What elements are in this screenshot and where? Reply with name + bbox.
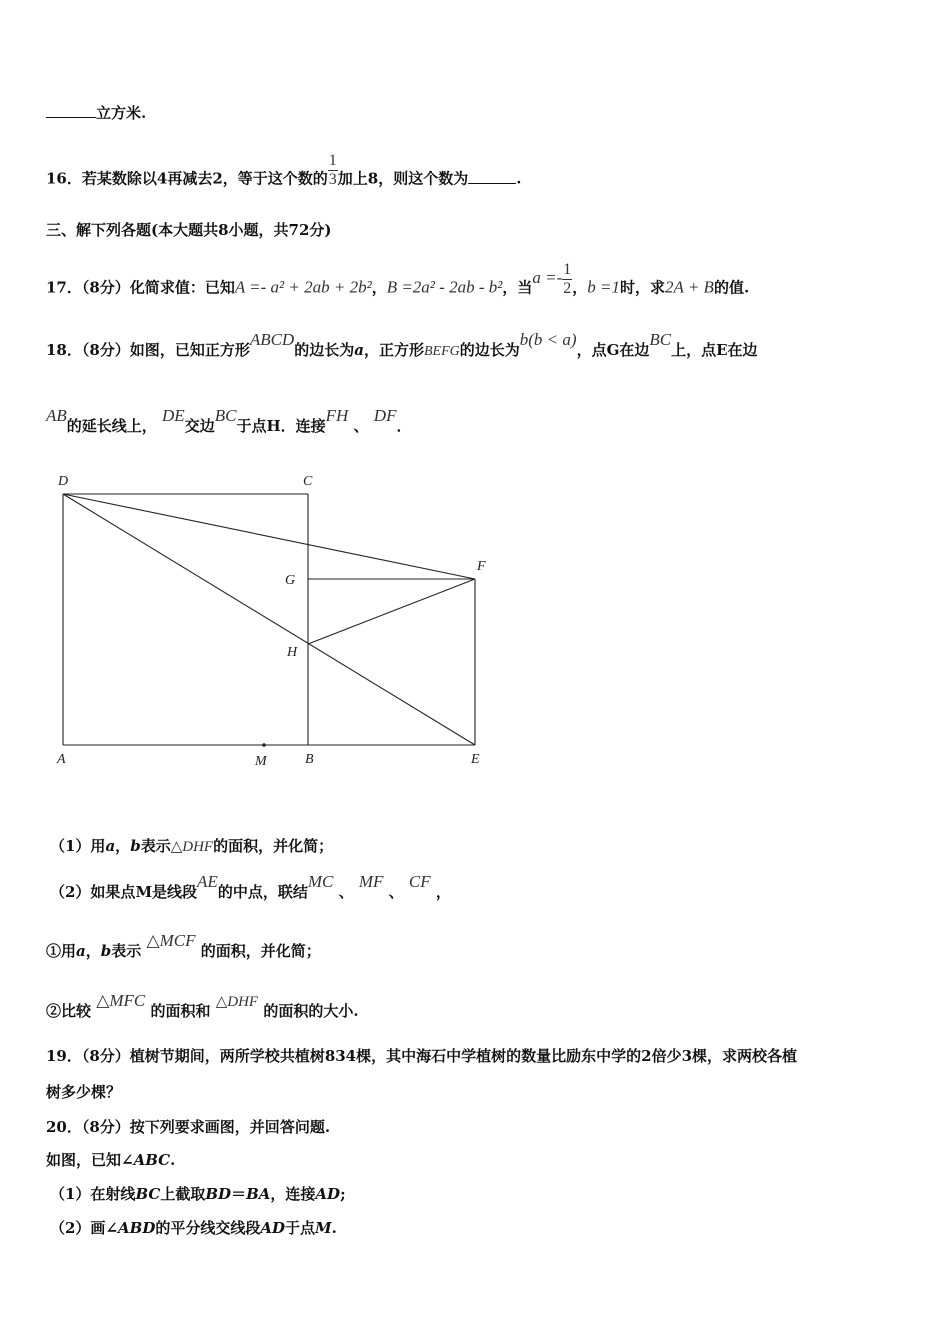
answer-blank[interactable] (46, 103, 96, 118)
label-B: B (305, 752, 314, 767)
label-C: C (303, 474, 313, 489)
label-H: H (287, 645, 298, 660)
question-18-line-2: AB的延长线上， DE交边BC于点H．连接FH 、 DF． (46, 406, 412, 435)
label-A: A (57, 752, 66, 767)
geometry-figure (40, 465, 520, 785)
segment-DF (63, 494, 475, 579)
question-18-sub-1: （1）用a，b表示△DHF的面积，并化简； (50, 837, 334, 855)
question-18-sub-2-1: ①用a，b表示 △MCF 的面积，并化简； (46, 931, 321, 960)
expr-B: B =2a² - 2ab - b² (386, 277, 503, 297)
question-18-line-1: 18．（8分）如图，已知正方形ABCD的边长为a，正方形BEFG的边长为b(b < a)，点G在边BC上，点E在边 (46, 330, 758, 359)
segment-HF (308, 579, 475, 644)
section-3-title: 三、解下列各题(本大题共8小题，共72分) (46, 221, 332, 239)
label-G: G (285, 573, 296, 588)
question-20-sub-1: （1）在射线BC上截取BD＝BA，连接AD; (50, 1185, 346, 1203)
label-D: D (58, 474, 69, 489)
question-18-sub-2-2: ②比较 △MFC 的面积和 △DHF 的面积的大小. (46, 991, 359, 1020)
label-E: E (471, 752, 480, 767)
fraction-one-half: $\frac{1}{2}$ (563, 261, 572, 297)
question-17: 17．（8分）化简求值：已知A =- a² + 2ab + 2b²，B =2a² - 2ab - b²，当a =- $\frac{1}{2}$ ，b =1时，求2A + B的值. (46, 261, 750, 297)
question-19-line-1: 19．（8分）植树节期间，两所学校共植树834棵，其中海石中学植树的数量比励东中学的2倍少3棵，求两校各植 (46, 1047, 798, 1065)
question-20-line-1: 20．（8分）按下列要求画图，并回答问题. (46, 1118, 331, 1136)
question-19-line-2: 树多少棵？ (46, 1083, 122, 1101)
expr-b: b =1 (587, 277, 620, 297)
expr-a: a =- (532, 267, 563, 287)
question-18-sub-2: （2）如果点M是线段AE的中点，联结MC 、 MF 、 CF ， (50, 872, 451, 901)
expr-A: A =- a² + 2ab + 2b² (234, 277, 372, 297)
question-16: 16．若某数除以4再减去2，等于这个数的 $\frac{1}{3}$ 加上8，则这个数为 . (46, 152, 522, 188)
fraction-one-third: $\frac{1}{3}$ (328, 152, 337, 188)
label-F: F (477, 559, 486, 574)
answer-blank[interactable] (468, 169, 516, 184)
expr-2A-plus-B: 2A + B (665, 277, 714, 297)
point-M (262, 743, 266, 747)
label-M: M (255, 754, 267, 769)
segment-DE (63, 494, 475, 745)
question-20-line-2: 如图，已知∠ABC. (46, 1151, 176, 1169)
question-20-sub-2: （2）画∠ABD的平分线交线段AD于点M. (50, 1219, 337, 1237)
q15-tail: 立方米. (46, 103, 146, 123)
